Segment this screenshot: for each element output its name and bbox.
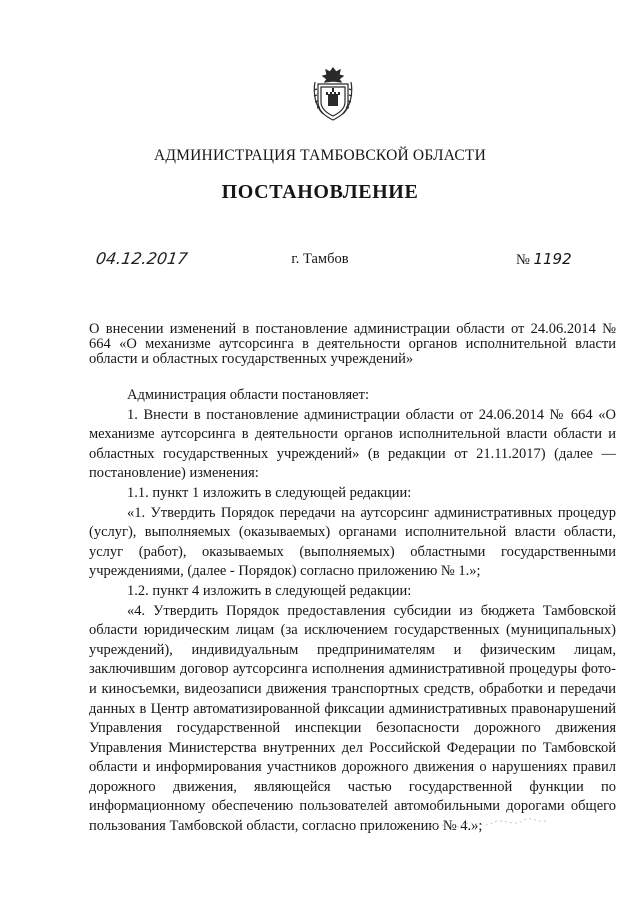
city: г. Тамбов: [291, 251, 349, 267]
handwritten-number: 1192: [533, 250, 572, 268]
document-type: ПОСТАНОВЛЕНИЕ: [221, 181, 419, 203]
paragraph-item-1-2-text: «4. Утвердить Порядок предоставления субсидии из бюджета Тамбовской области юридическим лицам (за исключением государственных (муниципальных) учреждений), индивидуальным предпринимателям и физическим лицам, заключившим договор аутсорсинга исполнения административной процедуры фото- и киносъемки, видеозаписи движения транспортных средств, обработки и передачи данных в Центр автоматизированной фиксации административных правонарушений Управления государственной инспекции безопасности дорожного движения Управления Министерства внутренних дел Российской Федерации по Тамбовской области и информирования участников дорожного движения о нарушениях правил дорожного движения, являющейся частью государственной функции по информационному обеспечению пользователей автомобильными дорогами общего пользования Тамбовской области, согласно приложению № 4.»;: [89, 602, 616, 835]
document-body: [89, 386, 616, 837]
faint-stamp-mark: [430, 815, 550, 835]
coat-of-arms-icon: [312, 66, 354, 122]
paragraph-item-1: 1. Внести в постановление администрации области от 24.06.2014 № 664 «О механизме аутсорсинга в деятельности органов исполнительной власти области и областных государственных учреждений» (в редакции от 21.11.2017) (далее — постановление) изменения:: [89, 406, 616, 482]
document-number: [516, 250, 572, 269]
paragraph-item-1-1-text: «1. Утвердить Порядок передачи на аутсорсинг административных процедур (услуг), выполняемых (оказываемых) органами исполнительной власти области, услуг (работ), оказываемых (выполняемых) областными государственными учреждениями, (далее - Порядок) согласно приложению № 1.»;: [89, 504, 616, 580]
paragraph-item-1-1: 1.1. пункт 1 изложить в следующей редакции:: [127, 484, 412, 501]
number-sign: №: [516, 252, 530, 268]
handwritten-date: 04.12.2017: [94, 249, 189, 268]
organization-name: АДМИНИСТРАЦИЯ ТАМБОВСКОЙ ОБЛАСТИ: [154, 147, 486, 164]
paragraph-preamble: Администрация области постановляет:: [127, 387, 369, 403]
document-subject: О внесении изменений в постановление администрации области от 24.06.2014 № 664 «О механизме аутсорсинга в деятельности органов исполнительной власти области и областных государственных учреждений»: [89, 321, 616, 367]
paragraph-item-1-2: 1.2. пункт 4 изложить в следующей редакции:: [127, 582, 412, 599]
